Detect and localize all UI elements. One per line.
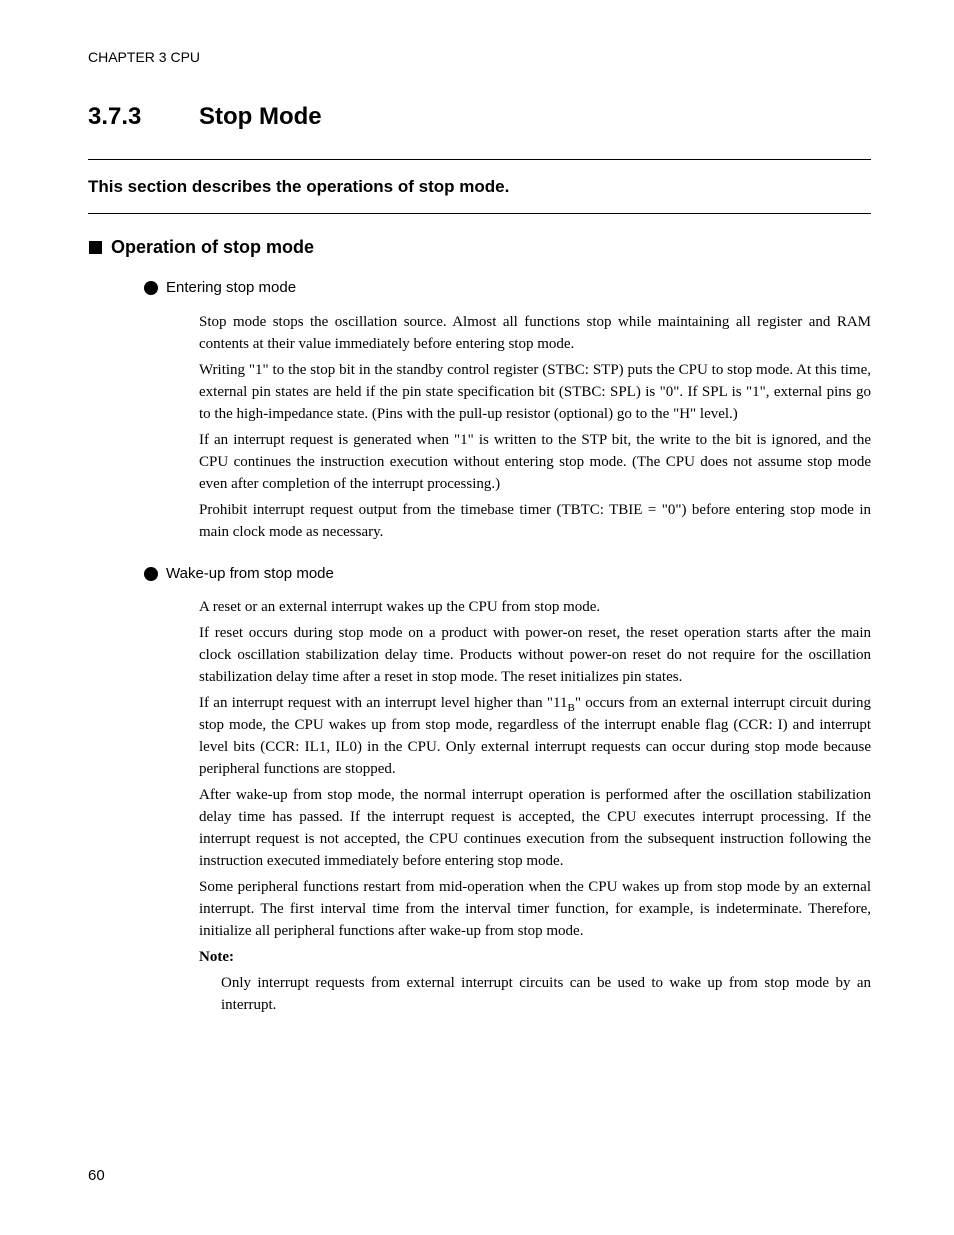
divider-top [88,159,871,160]
subsection-heading-text: Operation of stop mode [111,237,315,257]
divider-bottom [88,213,871,214]
topic-wakeup-from-stop-mode [144,565,334,582]
paragraph-text: " occurs from an external interrupt circuit during stop mode, the CPU wakes up from stop mode, regardless of the interrupt enable flag (CCR: I) and interrupt level bits (CCR: IL1, IL0) in the CPU. Only external interrupt requests can occur during stop mode because peripheral functions are stopped. [199,695,872,777]
topic-title: Wake-up from stop mode [166,565,334,582]
section-number: 3.7.3 [88,103,142,130]
paragraph: If reset occurs during stop mode on a product with power-on reset, the reset operation starts after the main clock oscillation stabilization delay time. Products without power-on reset do not require for the oscillation stabilization delay time after a reset in stop mode. The reset initializes pin states. [199,625,871,685]
paragraph: A reset or an external interrupt wakes up the CPU from stop mode. [199,599,601,615]
entering-stop-mode-body [199,311,871,547]
paragraph [199,692,871,780]
paragraph: Stop mode stops the oscillation source. Almost all functions stop while maintaining all register and RAM contents at their value immediately before entering stop mode. [199,314,871,352]
paragraph: Some peripheral functions restart from mid-operation when the CPU wakes up from stop mode by an external interrupt. The first interval time from the interval timer function, for example, is indeterminate. Therefore, initialize all peripheral functions after wake-up from stop mode. [199,879,871,939]
section-title [88,103,322,131]
paragraph: After wake-up from stop mode, the normal interrupt operation is performed after the oscillation stabilization delay time has passed. If the interrupt request is accepted, the CPU executes interrupt processing. If the interrupt request is not accepted, the CPU continues execution from the subsequent instruction following the instruction executed immediately before entering stop mode. [199,787,871,869]
circle-bullet-icon [144,567,158,581]
chapter-header: CHAPTER 3 CPU [88,49,201,65]
wakeup-body [199,596,871,1016]
note-text: Only interrupt requests from external interrupt circuits can be used to wake up from stop mode by an interrupt. [221,975,871,1013]
topic-title: Entering stop mode [166,279,297,296]
paragraph-text: If an interrupt request with an interrupt level higher than "11 [199,695,568,711]
section-summary: This section describes the operations of stop mode. [88,177,510,196]
page-number: 60 [88,1167,105,1184]
paragraph: Prohibit interrupt request output from the timebase timer (TBTC: TBIE = "0") before entering stop mode in main clock mode as necessary. [199,502,871,540]
paragraph: Writing "1" to the stop bit in the standby control register (STBC: STP) puts the CPU to stop mode. At this time, external pin states are held if the pin state specification bit (STBC: SPL) is "0". If SPL is "1", external pins go to the high-impedance state. (Pins with the pull-up resistor (optional) go to the "H" level.) [199,362,871,422]
topic-entering-stop-mode [144,279,296,296]
subscript: B [567,702,575,714]
subsection-heading [88,237,314,258]
paragraph: If an interrupt request is generated when "1" is written to the STP bit, the write to the bit is ignored, and the CPU continues the instruction execution without entering stop mode. (The CPU does not assume stop mode even after completion of the interrupt processing.) [199,432,871,492]
circle-bullet-icon [144,281,158,295]
section-title-text: Stop Mode [199,103,322,130]
square-bullet-icon [89,241,102,254]
note-label: Note: [199,949,234,965]
